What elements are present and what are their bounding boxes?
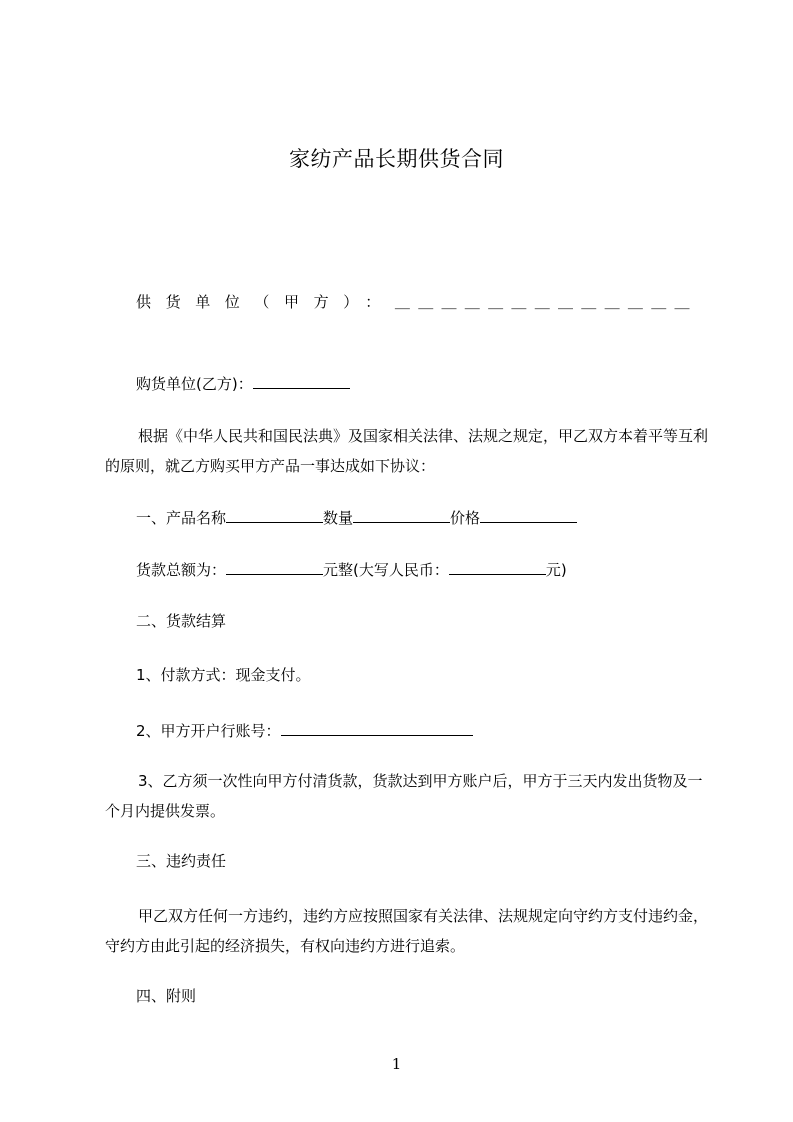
section4-heading: 四、附则 [136, 987, 197, 1005]
document-title: 家纺产品长期供货合同 [289, 147, 504, 171]
bank-account-line [136, 719, 473, 741]
price-label: 价格 [450, 509, 481, 527]
preamble-paragraph: 根据《中华人民共和国民法典》及国家相关法律、法规之规定，甲乙双方本着平等互利的原则，就乙方购买甲方产品一事达成如下协议： [105, 427, 709, 475]
total-yuan-label: 元整(大写人民币： [323, 561, 449, 579]
section3-heading: 三、违约责任 [136, 852, 227, 870]
quantity-label: 数量 [323, 509, 354, 527]
total-label: 货款总额为： [136, 561, 227, 579]
buyer-blank [253, 372, 350, 389]
page-number: 1 [391, 1055, 402, 1073]
bank-account-label: 2、甲方开户行账号： [136, 722, 281, 740]
product-name-blank [226, 506, 323, 523]
supplier-line [136, 292, 698, 312]
breach-paragraph: 甲乙双方任何一方违约，违约方应按照国家有关法律、法规规定向守约方支付违约金，守约方由此引起的经济损失，有权向违约方进行追索。 [105, 907, 709, 955]
bank-account-blank [281, 719, 473, 736]
total-close-label: 元) [545, 561, 567, 579]
buyer-label: 购货单位(乙方)： [136, 375, 253, 393]
quantity-blank [353, 506, 450, 523]
supplier-label: 供货单位（甲方）： [136, 293, 395, 311]
total-amount-blank [226, 558, 323, 575]
payment-method-item: 1、付款方式：现金支付。 [136, 666, 311, 684]
payment-terms-paragraph: 3、乙方须一次性向甲方付清货款，货款达到甲方账户后，甲方于三天内发出货物及一个月内提供发票。 [105, 772, 703, 820]
product-name-label: 一、产品名称 [136, 509, 227, 527]
buyer-line [136, 372, 350, 394]
price-blank [480, 506, 577, 523]
total-line [136, 558, 567, 580]
supplier-blank: ＿＿＿＿＿＿＿＿＿＿＿＿＿ [394, 293, 698, 311]
total-uppercase-blank [449, 558, 546, 575]
product-line [136, 506, 577, 528]
section2-heading: 二、货款结算 [136, 612, 227, 630]
